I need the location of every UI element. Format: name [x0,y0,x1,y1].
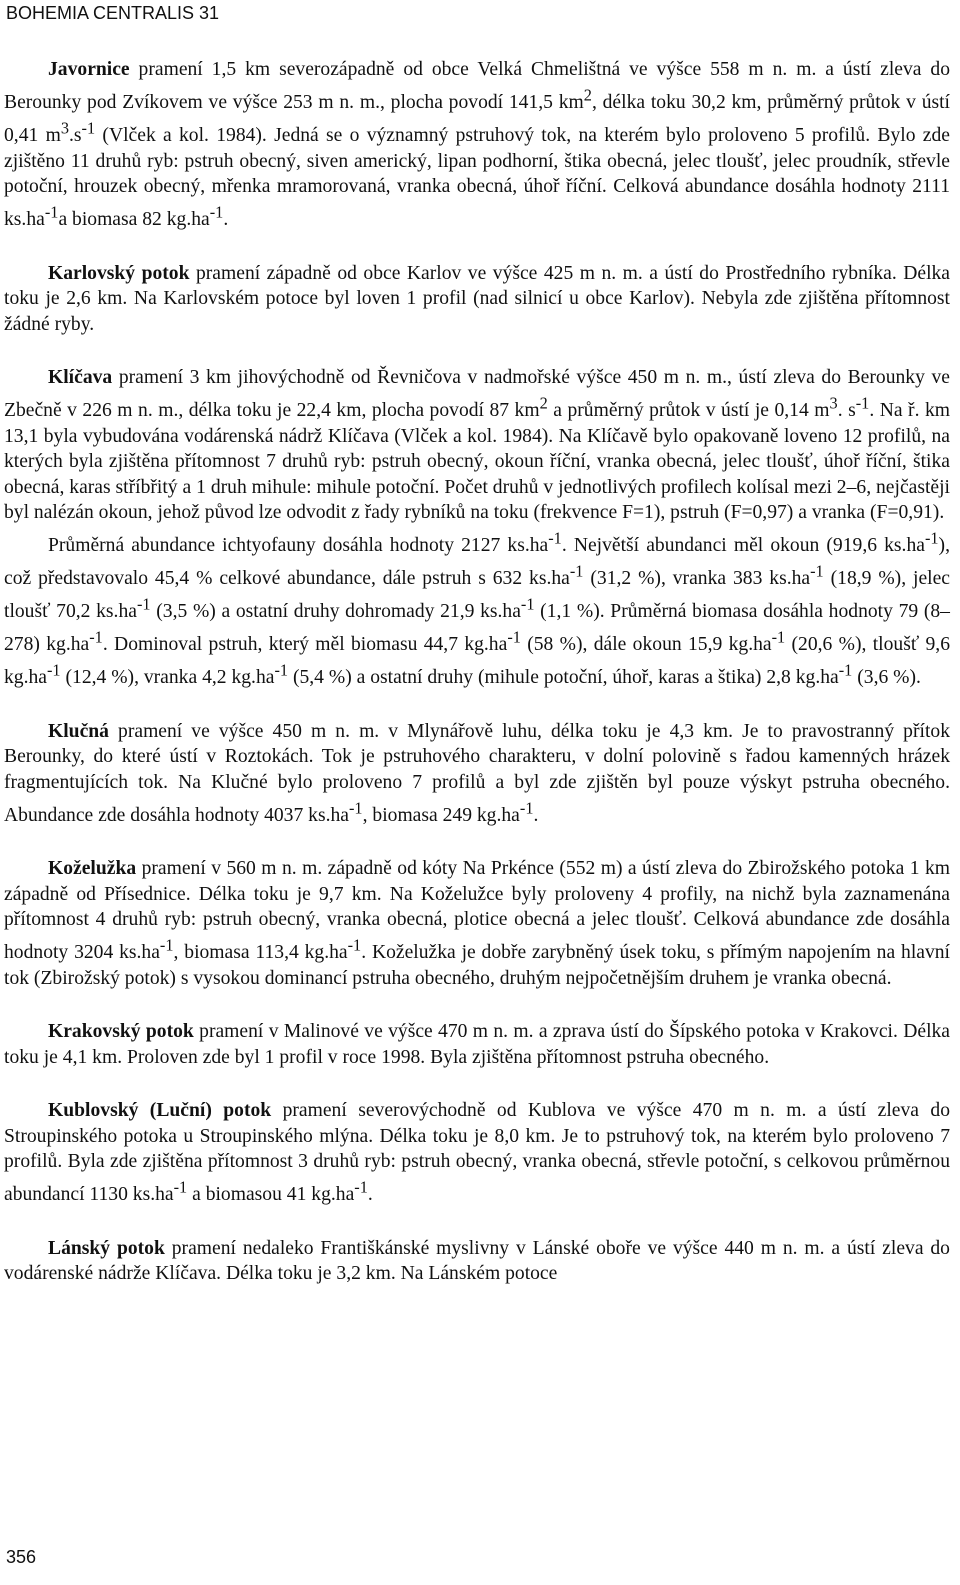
paragraph-text: pramení 1,5 km severozápadně od obce Velká Chmelištná ve výšce 558 m n. m. a ústí zleva do Berounky pod Zvíkovem ve výšce 253 m n. m., plocha povodí 141,5 $km^2$, délka toku 30,2 km, průměrný průtok v ústí 0,41 $m^3.s^{-1}$ (Vlček a kol. 1984). Jedná se o významný pstruhový tok, na kterém bylo proloveno 5 profilů. Bylo zde zjištěno 11 druhů ryb: pstruh obecný, siven americký, lipan podhorní, štika obecná, jelec tloušť, jelec proudník, střevle potoční, hrouzek obecný, mřenka mramorovaná, vranka obecná, úhoř říční. Celková abundance dosáhla hodnoty 2111 $ks.ha^{-1}a$ biomasa 82 $kg.ha^{-1}$. [4,59,950,231]
stream-name: Lánský potok [48,1237,165,1259]
stream-name: Klučná [48,720,109,742]
stream-name: Kublovský (Luční) potok [48,1100,272,1122]
document-body [4,57,950,1315]
paragraph [4,365,950,526]
paragraph-text: pramení 3 km jihovýchodně od Řevničova v nadmořské výšce 450 m n. m., ústí zleva do Berounky ve Zbečně v 226 m n. m., délka toku je 22,4 km, plocha povodí 87 $km^2$ a průměrný průtok v ústí je 0,14 $m^3$. $s^{-1}$. Na ř. km 13,1 byla vybudována vodárenská nádrž Klíčava (Vlček a kol. 1984). Na Klíčavě bylo opakovaně loveno 12 profilů, na kterých byla zjištěna přítomnost 7 druhů ryb: pstruh obecný, okoun říční, vranka obecná, jelec tloušť, úhoř říční, štika obecná, karas stříbřitý a 1 druh mihule: mihule potoční. Počet druhů v jednotlivých profilech kolísal mezi 2–6, nejčastěji byl nalézán okoun, jehož původ lze odvodit z řady rybníků na toku (frekvence F=1), pstruh (F=0,97) a vranka (F=0,91). [4,367,950,524]
stream-name: Javornice [48,59,130,80]
paragraph [4,719,950,829]
paragraph-text: pramení v Malinové ve výšce 470 m n. m. a zprava ústí do Šípského potoka v Krakovci. Délka toku je 4,1 km. Proloven zde byl 1 profil v roce 1998. Byla zjištěna přítomnost pstruha obecného. [4,1021,951,1068]
paragraph-text: pramení západně od obce Karlov ve výšce 425 m n. m. a ústí do Prostředního rybníka. Délka toku je 2,6 km. Na Karlovském potoce byl loven 1 profil (nad silnicí u obce Karlov). Nebyla zde zjištěna přítomnost žádné ryby. [4,262,951,335]
paragraph [4,1236,950,1287]
paragraph [4,1098,950,1208]
paragraph [4,856,950,991]
paragraph-text: Průměrná abundance ichtyofauny dosáhla hodnoty 2127 $ks.ha^{-1}$. Největší abundanci měl okoun (919,6 $ks.ha^{-1}$), což představovalo 45,4 % celkové abundance, dále pstruh s 632 $ks.ha^{-1}$ (31,2 %), vranka 383 $ks.ha^{-1}$ (18,9 %), jelec tloušť 70,2 $ks.ha^{-1}$ (3,5 %) a ostatní druhy dohromady 21,9 $ks.ha^{-1}$ (1,1 %). Průměrná biomasa dosáhla hodnoty 79 (8–278) $kg.ha^{-1}$. Dominoval pstruh, který měl biomasu 44,7 $kg.ha^{-1}$ (58 %), dále okoun 15,9 $kg.ha^{-1}$ (20,6 %), tloušť 9,6 $kg.ha^{-1}$ (12,4 %), vranka 4,2 $kg.ha^{-1}$ (5,4 %) a ostatní druhy (mihule potoční, úhoř, karas a štika) 2,8 $kg.ha^{-1}$ (3,6 %). [4,528,950,689]
running-header: BOHEMIA CENTRALIS 31 [6,3,220,23]
stream-name: Koželužka [48,858,137,880]
paragraph-text: pramení nedaleko Františkánské myslivny v Lánské oboře ve výšce 440 m n. m. a ústí zleva do vodárenské nádrže Klíčava. Délka toku je 3,2 km. Na Lánském potoce [4,1237,950,1285]
paragraph [4,261,950,338]
stream-name: Krakovský potok [48,1021,194,1043]
paragraph [4,526,950,691]
paragraph-text: pramení ve výšce 450 m n. m. v Mlynářově luhu, délka toku je 4,3 km. Je to pravostranný přítok Berounky, do které ústí v Roztokách. Tok je pstruhového charakteru, v dolní polovině s řadou kamenných hrázek fragmentujících tok. Na Klučné bylo proloveno 7 profilů a byl zde zjištěn byl pouze výskyt pstruha obecného. Abundance zde dosáhla hodnoty 4037 $ks.ha^{-1}$, biomasa 249 $kg.ha^{-1}$. [4,720,950,826]
page-number: 356 [6,1547,37,1567]
paragraph-text: pramení severovýchodně od Kublova ve výšce 470 m n. m. a ústí zleva do Stroupinského potoka u Stroupinského mlýna. Délka toku je 8,0 km. Je to pstruhový tok, na kterém bylo proloveno 7 profilů. Byla zde zjištěna přítomnost 3 druhů ryb: pstruh obecný, vranka obecná, střevle potoční, s celkovou průměrnou abundancí 1130 $ks.ha^{-1}$ a biomasou 41 $kg.ha^{-1}$. [4,1100,950,1206]
paragraph [4,1019,950,1070]
paragraph [4,57,950,233]
paragraph-text: pramení v 560 m n. m. západně od kóty Na Prkénce (552 m) a ústí zleva do Zbirožského potoka 1 km západně od Přísednice. Délka toku je 9,7 km. Na Koželužce byly proloveny 4 profily, na nichž byla zaznamenána přítomnost 4 druhů ryb: pstruh obecný, vranka obecná, plotice obecná a jelec tloušť. Celková abundance zde dosáhla hodnoty 3204 $ks.ha^{-1}$, biomasa 113,4 $kg.ha^{-1}$. Koželužka je dobře zarybněný úsek toku, s přímým napojením na hlavní tok (Zbirožský potok) s vysokou dominancí pstruha obecného, druhým nejpočetnějším druhem je vranka obecná. [4,858,950,989]
stream-name: Karlovský potok [48,262,190,284]
stream-name: Klíčava [48,367,113,389]
